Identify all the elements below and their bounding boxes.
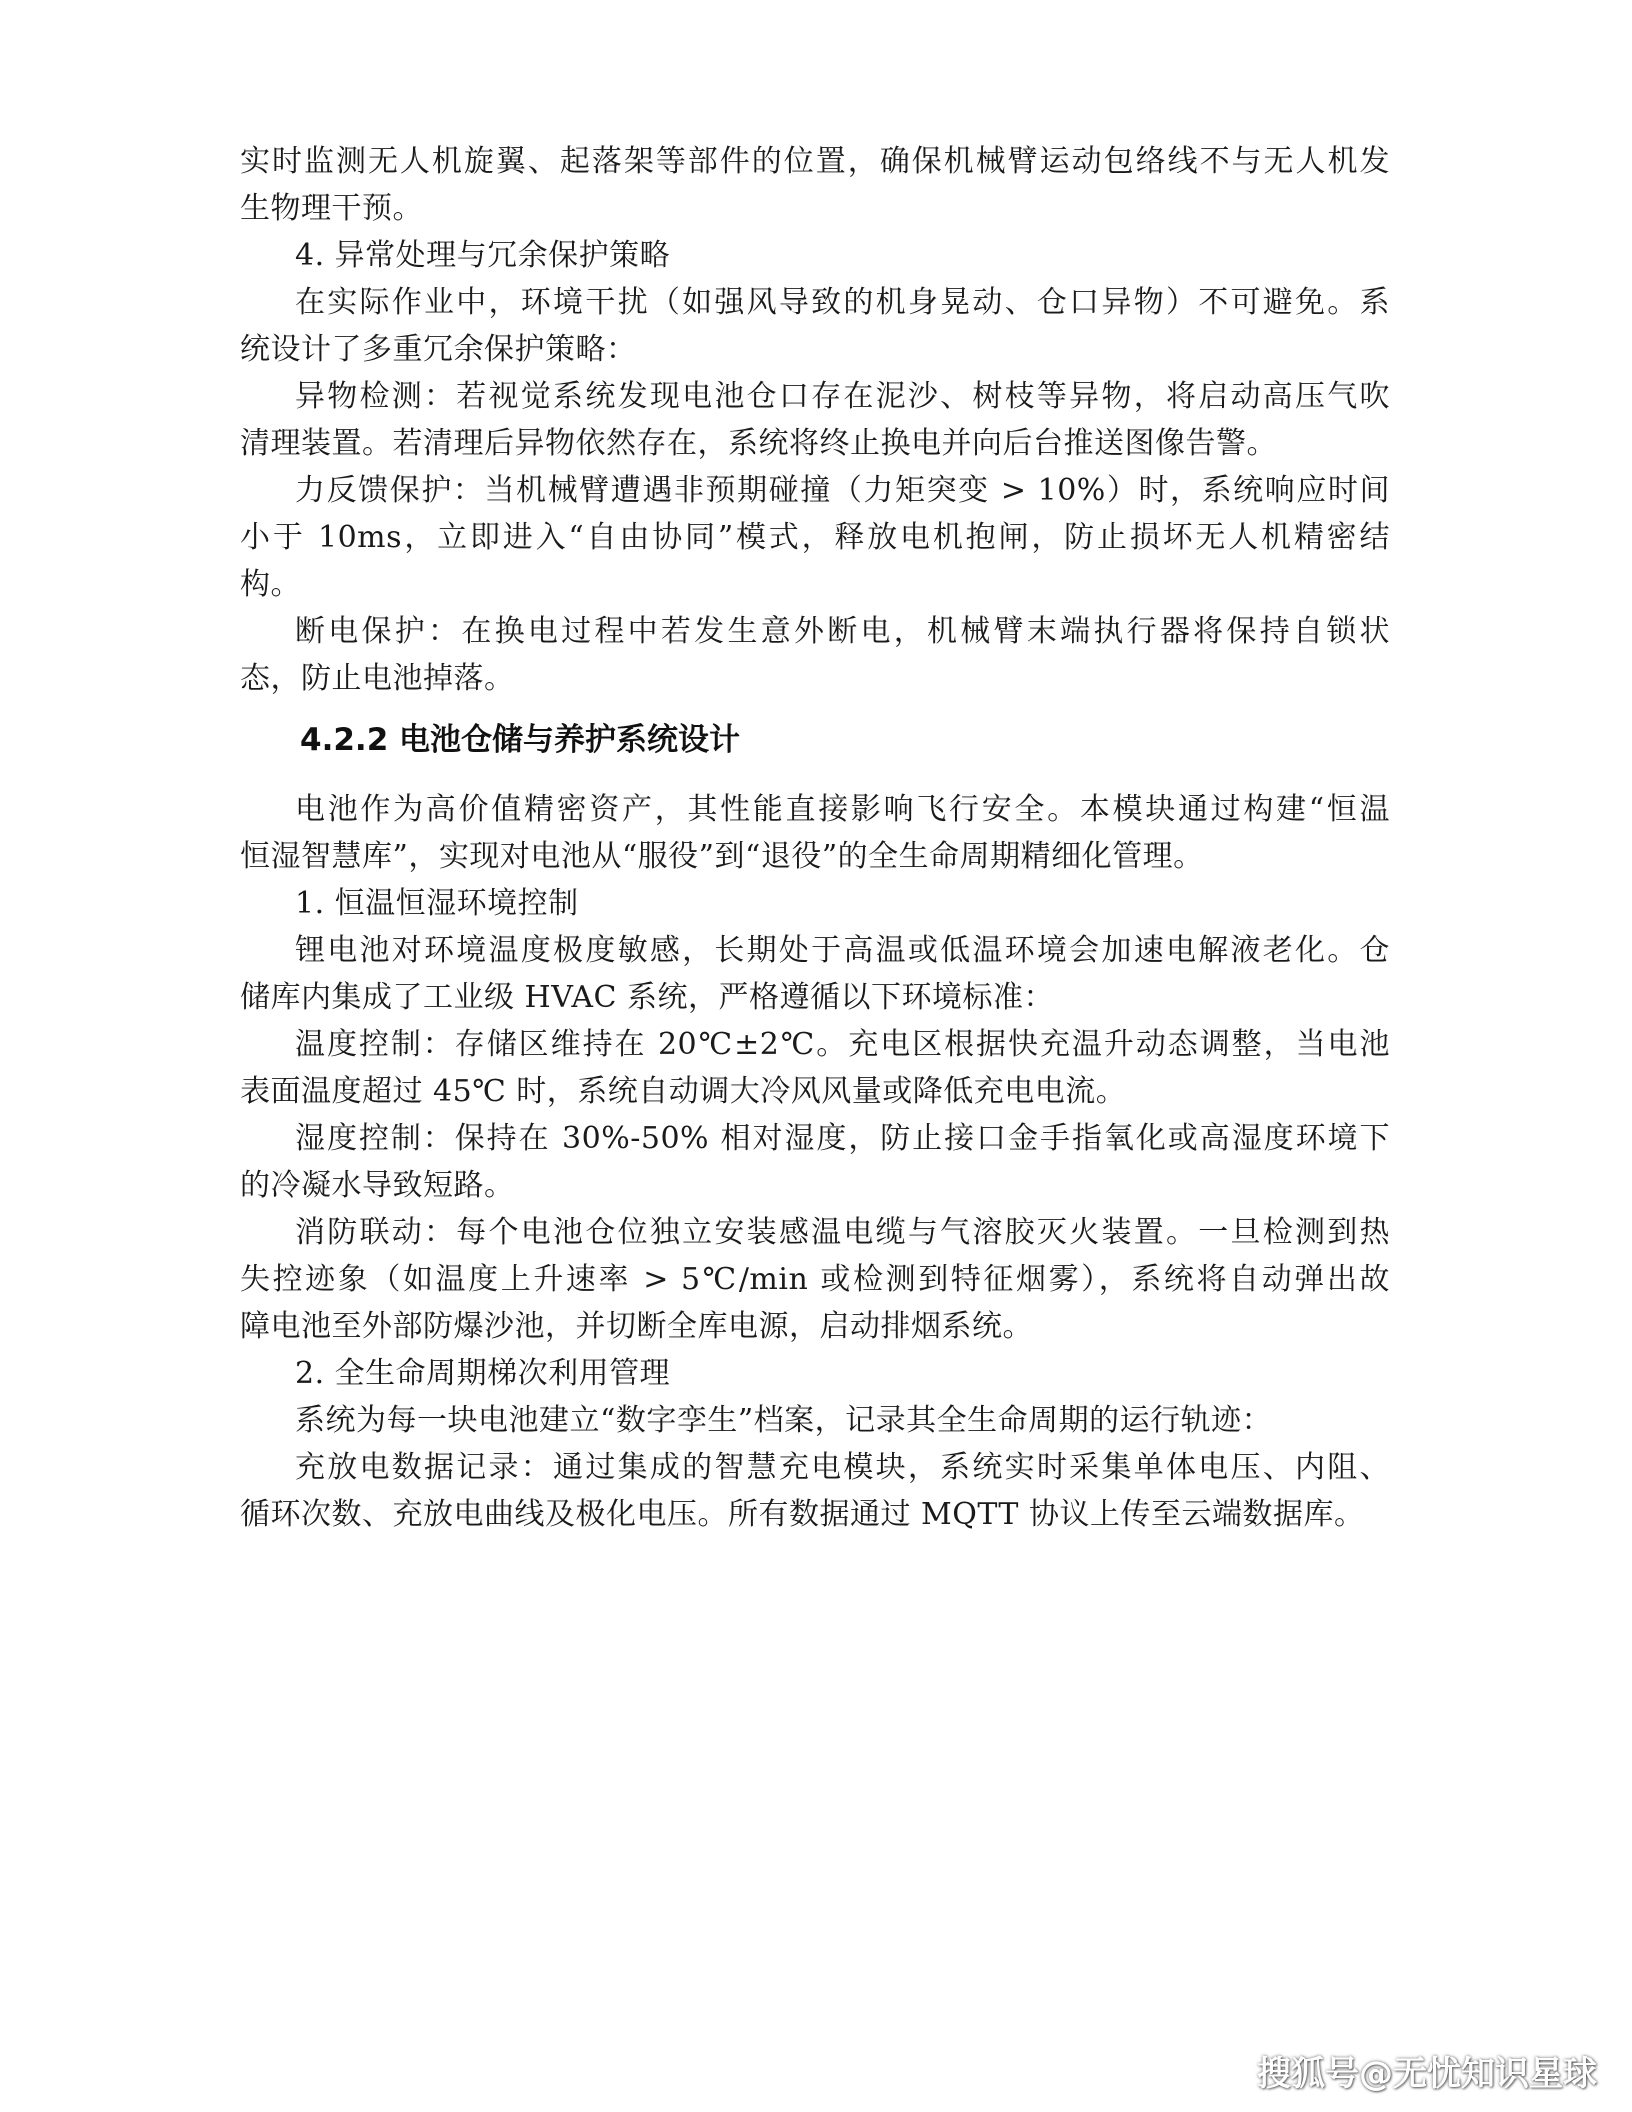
body-text-line: 生物理干预。 bbox=[240, 191, 423, 226]
section-heading: 4.2.2 电池仓储与养护系统设计 bbox=[300, 722, 741, 758]
body-text-line: 失控迹象（如温度上升速率 > 5℃/min 或检测到特征烟雾），系统将自动弹出故 bbox=[240, 1262, 1390, 1297]
body-text-line: 实时监测无人机旋翼、起落架等部件的位置，确保机械臂运动包络线不与无人机发 bbox=[240, 144, 1390, 179]
watermark-text: 搜狐号@无忧知识星球 bbox=[1257, 2054, 1597, 2094]
paragraph-first-line: 湿度控制：保持在 30%-50% 相对湿度，防止接口金手指氧化或高湿度环境下 bbox=[295, 1121, 1390, 1156]
body-text-line: 循环次数、充放电曲线及极化电压。所有数据通过 MQTT 协议上传至云端数据库。 bbox=[240, 1497, 1365, 1532]
list-item-heading: 4. 异常处理与冗余保护策略 bbox=[295, 238, 671, 273]
body-text-line: 统设计了多重冗余保护策略： bbox=[240, 332, 637, 367]
paragraph-first-line: 系统为每一块电池建立“数字孪生”档案，记录其全生命周期的运行轨迹： bbox=[295, 1403, 1273, 1438]
body-text-line: 表面温度超过 45℃ 时，系统自动调大冷风风量或降低充电电流。 bbox=[240, 1074, 1127, 1109]
paragraph-first-line: 充放电数据记录：通过集成的智慧充电模块，系统实时采集单体电压、内阻、 bbox=[295, 1450, 1390, 1485]
body-text-line: 障电池至外部防爆沙池，并切断全库电源，启动排烟系统。 bbox=[240, 1309, 1033, 1344]
body-text-line: 的冷凝水导致短路。 bbox=[240, 1168, 515, 1203]
body-text-line: 构。 bbox=[240, 567, 301, 602]
paragraph-first-line: 异物检测：若视觉系统发现电池仓口存在泥沙、树枝等异物，将启动高压气吹 bbox=[295, 379, 1390, 414]
paragraph-first-line: 电池作为高价值精密资产，其性能直接影响飞行安全。本模块通过构建“恒温 bbox=[295, 792, 1390, 827]
body-text-line: 态，防止电池掉落。 bbox=[240, 661, 515, 696]
paragraph-first-line: 消防联动：每个电池仓位独立安装感温电缆与气溶胶灭火装置。一旦检测到热 bbox=[295, 1215, 1390, 1250]
paragraph-first-line: 锂电池对环境温度极度敏感，长期处于高温或低温环境会加速电解液老化。仓 bbox=[295, 933, 1390, 968]
list-item-heading: 2. 全生命周期梯次利用管理 bbox=[295, 1356, 671, 1391]
body-text-line: 小于 10ms，立即进入“自由协同”模式，释放电机抱闸，防止损坏无人机精密结 bbox=[240, 520, 1390, 555]
paragraph-first-line: 在实际作业中，环境干扰（如强风导致的机身晃动、仓口异物）不可避免。系 bbox=[295, 285, 1390, 320]
body-text-line: 清理装置。若清理后异物依然存在，系统将终止换电并向后台推送图像告警。 bbox=[240, 426, 1277, 461]
list-item-heading: 1. 恒温恒湿环境控制 bbox=[295, 886, 579, 921]
paragraph-first-line: 温度控制：存储区维持在 20℃±2℃。充电区根据快充温升动态调整，当电池 bbox=[295, 1027, 1390, 1062]
paragraph-first-line: 力反馈保护：当机械臂遭遇非预期碰撞（力矩突变 > 10%）时，系统响应时间 bbox=[295, 473, 1390, 508]
body-text-line: 储库内集成了工业级 HVAC 系统，严格遵循以下环境标准： bbox=[240, 980, 1054, 1015]
body-text-line: 恒湿智慧库”，实现对电池从“服役”到“退役”的全生命周期精细化管理。 bbox=[240, 839, 1204, 874]
paragraph-first-line: 断电保护：在换电过程中若发生意外断电，机械臂末端执行器将保持自锁状 bbox=[295, 614, 1390, 649]
